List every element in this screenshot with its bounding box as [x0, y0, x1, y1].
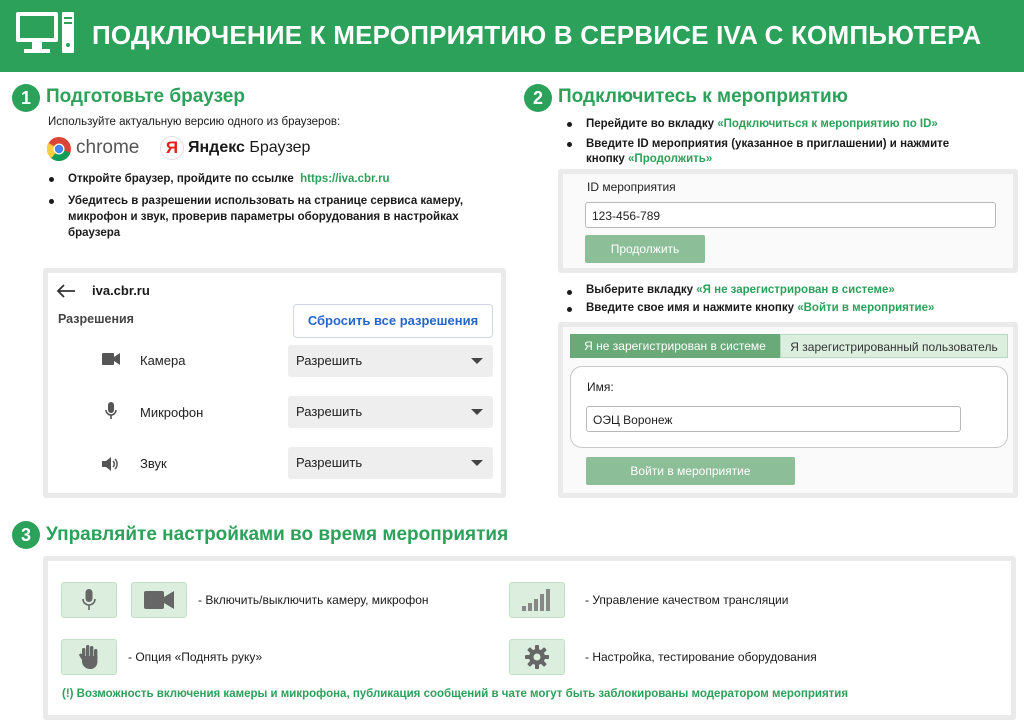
step-1-intro: Используйте актуальную версию одного из браузеров:	[48, 116, 341, 128]
microphone-label: Микрофон	[140, 405, 204, 420]
tab-unregistered[interactable]: Я не зарегистрирован в системе	[570, 334, 780, 358]
yandex-logo-icon: Я	[160, 136, 184, 160]
step-2-bullet-2-line-2: кнопку «Продолжить»	[586, 153, 713, 165]
iva-link[interactable]: https://iva.cbr.ru	[300, 173, 390, 185]
step-1-title: Подготовьте браузер	[46, 86, 245, 107]
gear-icon	[525, 645, 549, 669]
step-2-title: Подключитесь к мероприятию	[558, 86, 848, 107]
microphone-icon	[105, 402, 117, 420]
bullet	[567, 142, 572, 147]
name-label: Имя:	[587, 380, 614, 394]
join-event-button[interactable]: Войти в мероприятие	[586, 457, 795, 485]
raise-hand-icon	[61, 639, 117, 675]
bullet	[567, 122, 572, 127]
chevron-down-icon	[471, 409, 483, 415]
camera-icon	[102, 352, 120, 366]
microphone-icon	[61, 582, 117, 618]
signal-bars-icon	[522, 589, 552, 611]
microphone-icon	[82, 589, 96, 611]
permissions-label: Разрешения	[58, 312, 134, 326]
microphone-permission-value: Разрешить	[296, 404, 363, 419]
bullet	[49, 177, 54, 182]
camera-icon	[131, 582, 187, 618]
signal-bars-icon	[509, 582, 565, 618]
chevron-down-icon	[471, 358, 483, 364]
arrow-left-icon[interactable]	[56, 283, 76, 299]
step-3-title: Управляйте настройками во время мероприятия	[46, 524, 509, 545]
step-1-bullet-1: Откройте браузер, пройдите по ссылке https://iva.cbr.ru	[68, 173, 390, 185]
header-banner	[0, 0, 1024, 72]
raise-hand-icon	[78, 644, 100, 670]
toggle-camera-mic-text: - Включить/выключить камеру, микрофон	[198, 593, 429, 607]
bullet	[49, 199, 54, 204]
raise-hand-text: - Опция «Поднять руку»	[128, 650, 263, 664]
yandex-browser-label: Яндекс Браузер	[188, 139, 311, 156]
microphone-permission-select[interactable]	[288, 396, 493, 428]
camera-label: Камера	[140, 353, 186, 368]
camera-permission-value: Разрешить	[296, 353, 363, 368]
gear-icon	[509, 639, 565, 675]
step-2-bullet-4: Введите свое имя и нажмите кнопку «Войти в мероприятие»	[586, 302, 935, 314]
event-id-input[interactable]: 123-456-789	[585, 202, 996, 228]
chevron-down-icon	[471, 460, 483, 466]
step-2-bullet-1: Перейдите во вкладку «Подключиться к мероприятию по ID»	[586, 118, 938, 130]
tab-registered[interactable]: Я зарегистрированный пользователь	[780, 334, 1008, 358]
moderator-note: (!) Возможность включения камеры и микрофона, публикация сообщений в чате могут быть заблокированы модератором мероприятия	[62, 688, 849, 700]
quality-control-text: - Управление качеством трансляции	[585, 593, 789, 607]
step-1-number: 1	[12, 84, 40, 112]
event-id-label: ID мероприятия	[587, 180, 676, 194]
chrome-label: chrome	[76, 137, 140, 158]
browser-url: iva.cbr.ru	[92, 283, 150, 298]
settings-test-text: - Настройка, тестирование оборудования	[585, 650, 817, 664]
step-1-bullet-2-line-2: микрофон и звук, проверив параметры оборудования в настройках	[68, 211, 459, 223]
sound-permission-select[interactable]	[288, 447, 493, 479]
reset-permissions-button[interactable]: Сбросить все разрешения	[293, 304, 493, 338]
step-2-bullet-2-line-1: Введите ID мероприятия (указанное в приглашении) и нажмите	[586, 138, 950, 150]
step-2-bullet-3: Выберите вкладку «Я не зарегистрирован в системе»	[586, 284, 895, 296]
sound-label: Звук	[140, 456, 167, 471]
page-title: ПОДКЛЮЧЕНИЕ К МЕРОПРИЯТИЮ В СЕРВИСЕ IVA С КОМПЬЮТЕРА	[92, 20, 982, 50]
bullet	[567, 307, 572, 312]
step-2-number: 2	[524, 84, 552, 112]
camera-permission-select[interactable]	[288, 345, 493, 377]
chrome-logo-icon	[46, 136, 72, 162]
continue-button[interactable]: Продолжить	[585, 235, 705, 263]
step-1-bullet-2-line-1: Убедитесь в разрешении использовать на странице сервиса камеру,	[68, 195, 464, 207]
desktop-computer-icon	[14, 9, 76, 63]
bullet	[567, 290, 572, 295]
sound-permission-value: Разрешить	[296, 455, 363, 470]
step-3-number: 3	[12, 521, 40, 549]
speaker-icon	[102, 457, 120, 471]
name-input[interactable]: ОЭЦ Воронеж	[586, 406, 961, 432]
camera-icon	[144, 590, 174, 610]
step-1-bullet-2-line-3: браузера	[68, 227, 121, 239]
